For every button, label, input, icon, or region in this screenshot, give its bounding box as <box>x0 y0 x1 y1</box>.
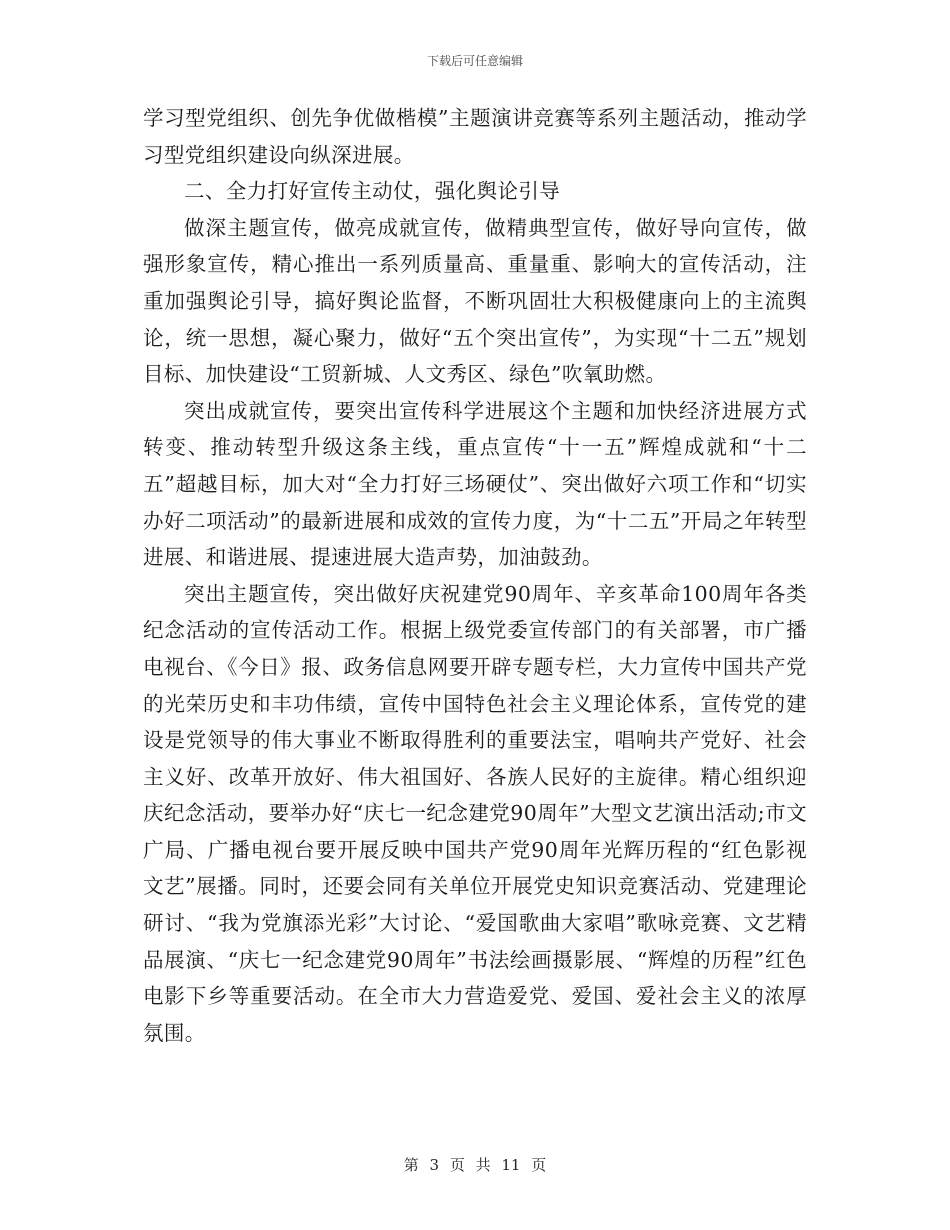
paragraph: 突出成就宣传，要突出宣传科学进展这个主题和加快经济进展方式转变、推动转型升级这条主线，重点宣传“十一五”辉煌成就和“十二五”超越目标，加大对“全力打好三场硬仗”、突出做好六项工作和“切实办好二项活动”的最新进展和成效的宣传力度，为“十二五”开局之年转型进展、和谐进展、提速进展大造声势，加油鼓劲。 <box>143 398 807 570</box>
page-header: 下载后可任意编辑 <box>426 54 523 68</box>
paragraph: 做深主题宣传，做亮成就宣传，做精典型宣传，做好导向宣传，做强形象宣传，精心推出一系列质量高、重量重、影响大的宣传活动，注重加强舆论引导，搞好舆论监督，不断巩固壮大积极健康向上的主流舆论，统一思想，凝心聚力，做好“五个突出宣传”，为实现“十二五”规划目标、加快建设“工贸新城、人文秀区、绿色”吹氧助燃。 <box>143 215 807 387</box>
paragraph: 突出主题宣传，突出做好庆祝建党90周年、辛亥革命100周年各类纪念活动的宣传活动工作。根据上级党委宣传部门的有关部署，市广播电视台、《今日》报、政务信息网要开辟专题专栏，大力宣传中国共产党的光荣历史和丰功伟绩，宣传中国特色社会主义理论体系，宣传党的建设是党领导的伟大事业不断取得胜利的重要法宝，唱响共产党好、社会主义好、改革开放好、伟大祖国好、各族人民好的主旋律。精心组织迎庆纪念活动，要举办好“庆七一纪念建党90周年”大型文艺演出活动;市文广局、广播电视台要开展反映中国共产党90周年光辉历程的“红色影视文艺”展播。同时，还要会同有关单位开展党史知识竞赛活动、党建理论研讨、“我为党旗添光彩”大讨论、“爱国歌曲大家唱”歌咏竞赛、文艺精品展演、“庆七一纪念建党90周年”书法绘画摄影展、“辉煌的历程”红色电影下乡等重要活动。在全市大力营造爱党、爱国、爱社会主义的浓厚氛围。 <box>143 581 807 1045</box>
document-body <box>143 100 807 1051</box>
section-heading: 二、全力打好宣传主动仗，强化舆论引导 <box>184 179 561 204</box>
paragraph-continuation: 学习型党组织、创先争优做楷模”主题演讲竞赛等系列主题活动，推动学习型党组织建设向纵深进展。 <box>143 106 807 167</box>
page-footer: 第 3 页 共 11 页 <box>403 1156 547 1174</box>
